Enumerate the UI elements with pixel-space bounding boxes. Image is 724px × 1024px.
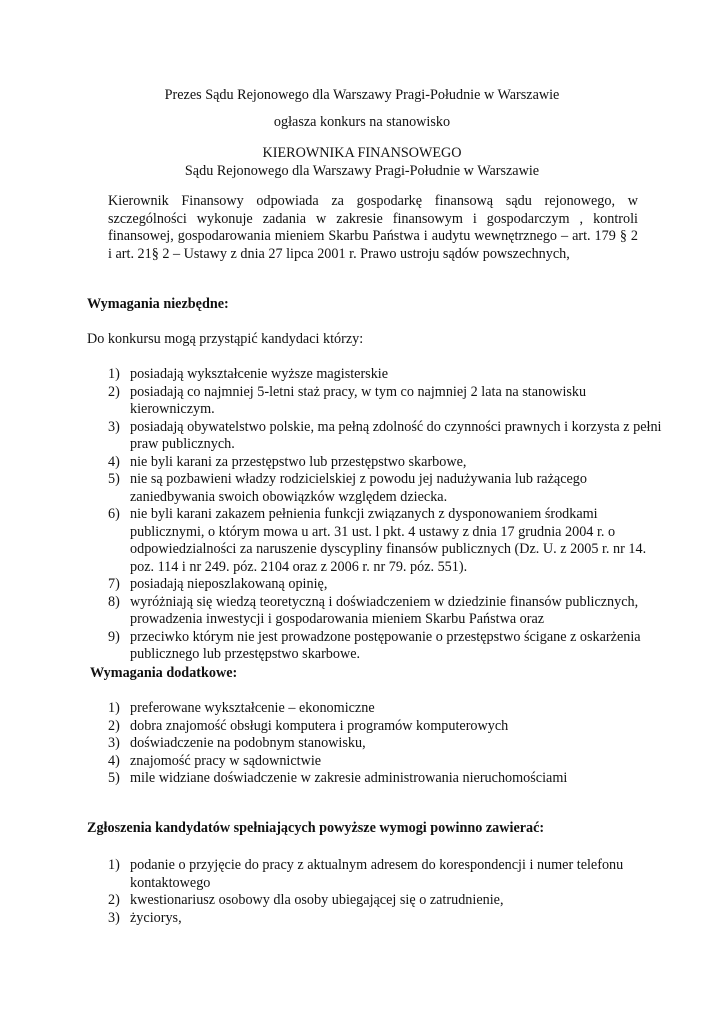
item-number: 4) xyxy=(108,752,120,769)
item-text: życiorys, xyxy=(130,909,182,926)
item-text: wyróżniają się wiedzą teoretyczną i doświadczeniem w dziedzinie finansów publicznych, prowadzenia inwestycji i gospodarowania mieniem Skarbu Państwa oraz xyxy=(130,593,639,627)
item-number: 6) xyxy=(108,506,120,522)
list-item xyxy=(108,892,668,910)
item-number: 5) xyxy=(108,770,120,786)
item-number: 1) xyxy=(108,700,120,716)
list-item xyxy=(108,594,668,629)
list-item xyxy=(108,454,668,472)
item-number: 3) xyxy=(108,735,120,751)
item-number: 3) xyxy=(108,909,120,926)
item-text: doświadczenie na podobnym stanowisku, xyxy=(130,735,366,751)
announcement-line: ogłasza konkurs na stanowisko xyxy=(273,114,451,130)
application-heading: Zgłoszenia kandydatów spełniających powyższe wymogi powinno zawierać: xyxy=(87,820,545,836)
item-text: nie byli karani zakazem pełnienia funkcji związanych z dysponowaniem środkami publicznymi, o którym mowa u art. 31 ust. l pkt. 4 ustawy z dnia 17 grudnia 2004 r. o odpowiedzialności za naruszenie dyscypliny finansów publicznych (Dz. U. z 2005 r. nr 14. poz. 114 i nr 249. póz. 2104 oraz z 2006 r. nr 79. póz. 551). xyxy=(130,506,647,575)
position-title: KIEROWNIKA FINANSOWEGO xyxy=(262,145,462,161)
list-item xyxy=(108,770,668,788)
list-item xyxy=(108,471,668,506)
additional-list xyxy=(108,700,668,788)
item-text: nie są pozbawieni władzy rodzicielskiej z powodu jej nadużywania lub rażącego zaniedbywania swoich obowiązków względem dziecka. xyxy=(130,471,587,505)
required-heading: Wymagania niezbędne: xyxy=(87,296,229,312)
list-item xyxy=(108,506,668,576)
item-number: 2) xyxy=(108,383,120,400)
item-number: 2) xyxy=(108,717,120,734)
list-item xyxy=(108,700,668,718)
required-lead: Do konkursu mogą przystąpić kandydaci którzy: xyxy=(87,331,364,347)
additional-heading: Wymagania dodatkowe: xyxy=(90,665,238,681)
item-number: 8) xyxy=(108,593,120,610)
item-number: 5) xyxy=(108,471,120,487)
item-text: preferowane wykształcenie – ekonomiczne xyxy=(130,700,375,716)
item-text: posiadają nieposzlakowaną opinię, xyxy=(130,576,328,592)
list-item xyxy=(108,366,668,384)
court-name: Sądu Rejonowego dla Warszawy Pragi-Południe w Warszawie xyxy=(184,162,540,179)
list-item xyxy=(108,857,668,892)
item-text: kwestionariusz osobowy dla osoby ubiegającej się o zatrudnienie, xyxy=(130,892,504,908)
item-text: przeciwko którym nie jest prowadzone postępowanie o przestępstwo ścigane z oskarżenia publicznego lub przestępstwo skarbowe. xyxy=(130,628,641,662)
list-item xyxy=(108,735,668,753)
item-number: 7) xyxy=(108,576,120,592)
list-item xyxy=(108,384,668,419)
item-number: 2) xyxy=(108,892,120,908)
item-number: 4) xyxy=(108,453,120,470)
list-item xyxy=(108,718,668,736)
list-item xyxy=(108,753,668,771)
item-text: podanie o przyjęcie do pracy z aktualnym adresem do korespondencji i numer telefonu kontaktowego xyxy=(130,857,624,891)
intro-paragraph: Kierownik Finansowy odpowiada za gospodarkę finansową sądu rejonowego, w szczególności wykonuje zadania w zakresie finansowym i gospodarczym , kontroli finansowej, gospodarowania mieniem Skarbu Państwa i audytu wewnętrznego – art. 179 § 2 i art. 21§ 2 – Ustawy z dnia 27 lipca 2001 r. Prawo ustroju sądów powszechnych, xyxy=(108,193,638,262)
item-number: 9) xyxy=(108,628,120,645)
item-text: nie byli karani za przestępstwo lub przestępstwo skarbowe, xyxy=(130,453,467,470)
item-text: znajomość pracy w sądownictwie xyxy=(130,752,322,769)
item-number: 3) xyxy=(108,418,120,435)
item-text: mile widziane doświadczenie w zakresie administrowania nieruchomościami xyxy=(130,770,568,786)
item-text: posiadają wykształcenie wyższe magisterskie xyxy=(130,366,389,382)
required-list xyxy=(108,366,668,664)
list-item xyxy=(108,576,668,594)
position-title-block xyxy=(0,145,724,180)
list-item xyxy=(108,419,668,454)
item-number: 1) xyxy=(108,857,120,873)
application-list xyxy=(108,857,668,927)
item-number: 1) xyxy=(108,366,120,382)
list-item xyxy=(108,910,668,928)
item-text: dobra znajomość obsługi komputera i programów komputerowych xyxy=(130,717,509,734)
item-text: posiadają obywatelstwo polskie, ma pełną zdolność do czynności prawnych i korzysta z pełni praw publicznych. xyxy=(130,418,662,452)
issuer-line: Prezes Sądu Rejonowego dla Warszawy Pragi-Południe w Warszawie xyxy=(164,87,560,103)
item-text: posiadają co najmniej 5-letni staż pracy, w tym co najmniej 2 lata na stanowisku kierowniczym. xyxy=(130,383,587,417)
list-item xyxy=(108,629,668,664)
